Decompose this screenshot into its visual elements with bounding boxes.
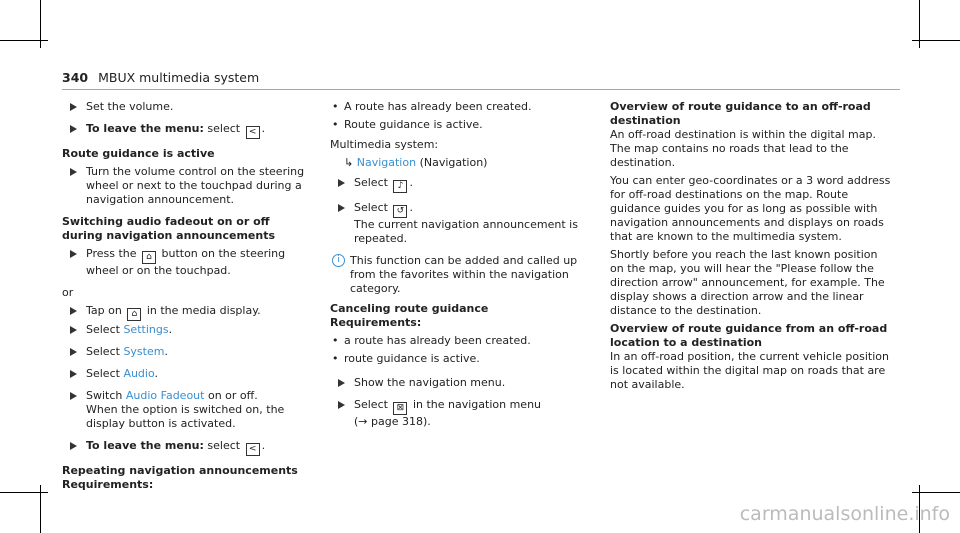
info-icon: i — [332, 254, 345, 267]
list-item: • Route guidance is active. — [330, 118, 592, 132]
announcement-sound-icon: ♪ — [393, 180, 407, 193]
column-3 — [610, 100, 892, 396]
step: Switch Audio Fadeout on or off. When the option is switched on, the display button is activated. — [62, 389, 307, 431]
step: Press the ⌂ button on the steering wheel or on the touchpad. — [62, 247, 307, 278]
crop-mark — [0, 40, 48, 41]
arrow-icon: ↳ — [344, 156, 354, 169]
requirements-label: Requirements: — [62, 478, 154, 491]
step: Select Audio. — [62, 367, 307, 381]
step: Select System. — [62, 345, 307, 359]
crop-mark — [912, 40, 960, 41]
back-icon: < — [246, 443, 260, 456]
step: Set the volume. — [62, 100, 307, 114]
step: Select ↺ . The current navigation announcement is repeated. — [330, 201, 592, 246]
cancel-route-icon: ⊠ — [393, 402, 407, 415]
list-item: • A route has already been created. — [330, 100, 592, 114]
navigation-link[interactable]: Navigation — [356, 156, 417, 169]
section-heading: Switching audio fadeout on or off during navigation announcements — [62, 215, 276, 242]
step: Select ♪ . — [330, 176, 592, 193]
section-heading: Overview of route guidance from an off-road location to a destination — [610, 322, 888, 349]
step: To leave the menu: select < . — [62, 122, 307, 139]
page-number: 340 — [62, 70, 89, 85]
crop-mark — [0, 492, 48, 493]
watermark: carmanualsonline.info — [739, 503, 950, 525]
home-icon: ⌂ — [142, 251, 156, 264]
settings-link[interactable]: Settings — [123, 323, 169, 336]
header-rule — [62, 89, 900, 90]
step: Show the navigation menu. — [330, 376, 592, 390]
paragraph: You can enter geo-coordinates or a 3 word address for off-road destinations on the map. Route guidance guides you for as long as possible with navigation announcements and displays on roads that are known to the multimedia system. — [610, 174, 891, 243]
paragraph: In an off-road position, the current vehicle position is located within the digital map on roads that are not available. — [610, 350, 889, 391]
page-header — [62, 70, 259, 85]
paragraph: An off-road destination is within the digital map. The map contains no roads that lead to the destination. — [610, 128, 876, 169]
page-title: MBUX multimedia system — [98, 70, 260, 85]
step: Tap on ⌂ in the media display. — [62, 304, 307, 321]
step: Select ⊠ in the navigation menu (→ page 318). — [330, 398, 592, 429]
column-2 — [330, 100, 592, 437]
or-text: or — [62, 286, 74, 299]
audio-link[interactable]: Audio — [123, 367, 155, 380]
requirements-label: Requirements: — [330, 316, 422, 329]
section-heading: Repeating navigation announcements — [62, 464, 298, 477]
announcement-repeat-icon: ↺ — [393, 205, 407, 218]
menu-path-label: Multimedia system: — [330, 138, 439, 151]
step: To leave the menu: select < . — [62, 439, 307, 456]
menu-path: ↳ Navigation (Navigation) — [344, 156, 488, 169]
column-1 — [62, 100, 307, 492]
home-icon: ⌂ — [127, 308, 141, 321]
list-item: • route guidance is active. — [330, 352, 592, 366]
back-icon: < — [246, 126, 260, 139]
section-heading: Route guidance is active — [62, 147, 215, 160]
step: Select Settings. — [62, 323, 307, 337]
crop-mark — [912, 492, 960, 493]
list-item: • a route has already been created. — [330, 334, 592, 348]
step: Turn the volume control on the steering wheel or next to the touchpad during a navigation announcement. — [62, 165, 307, 207]
paragraph: Shortly before you reach the last known position on the map, you will hear the "Please follow the direction arrow" announcement, for example. The display shows a direction arrow and the linear distance to the destination. — [610, 248, 885, 317]
section-heading: Overview of route guidance to an off-road destination — [610, 100, 871, 127]
info-note: i This function can be added and called up from the favorites within the navigation category. — [330, 254, 592, 296]
audio-fadeout-link[interactable]: Audio Fadeout — [125, 389, 205, 402]
system-link[interactable]: System — [123, 345, 165, 358]
section-heading: Canceling route guidance — [330, 302, 489, 315]
